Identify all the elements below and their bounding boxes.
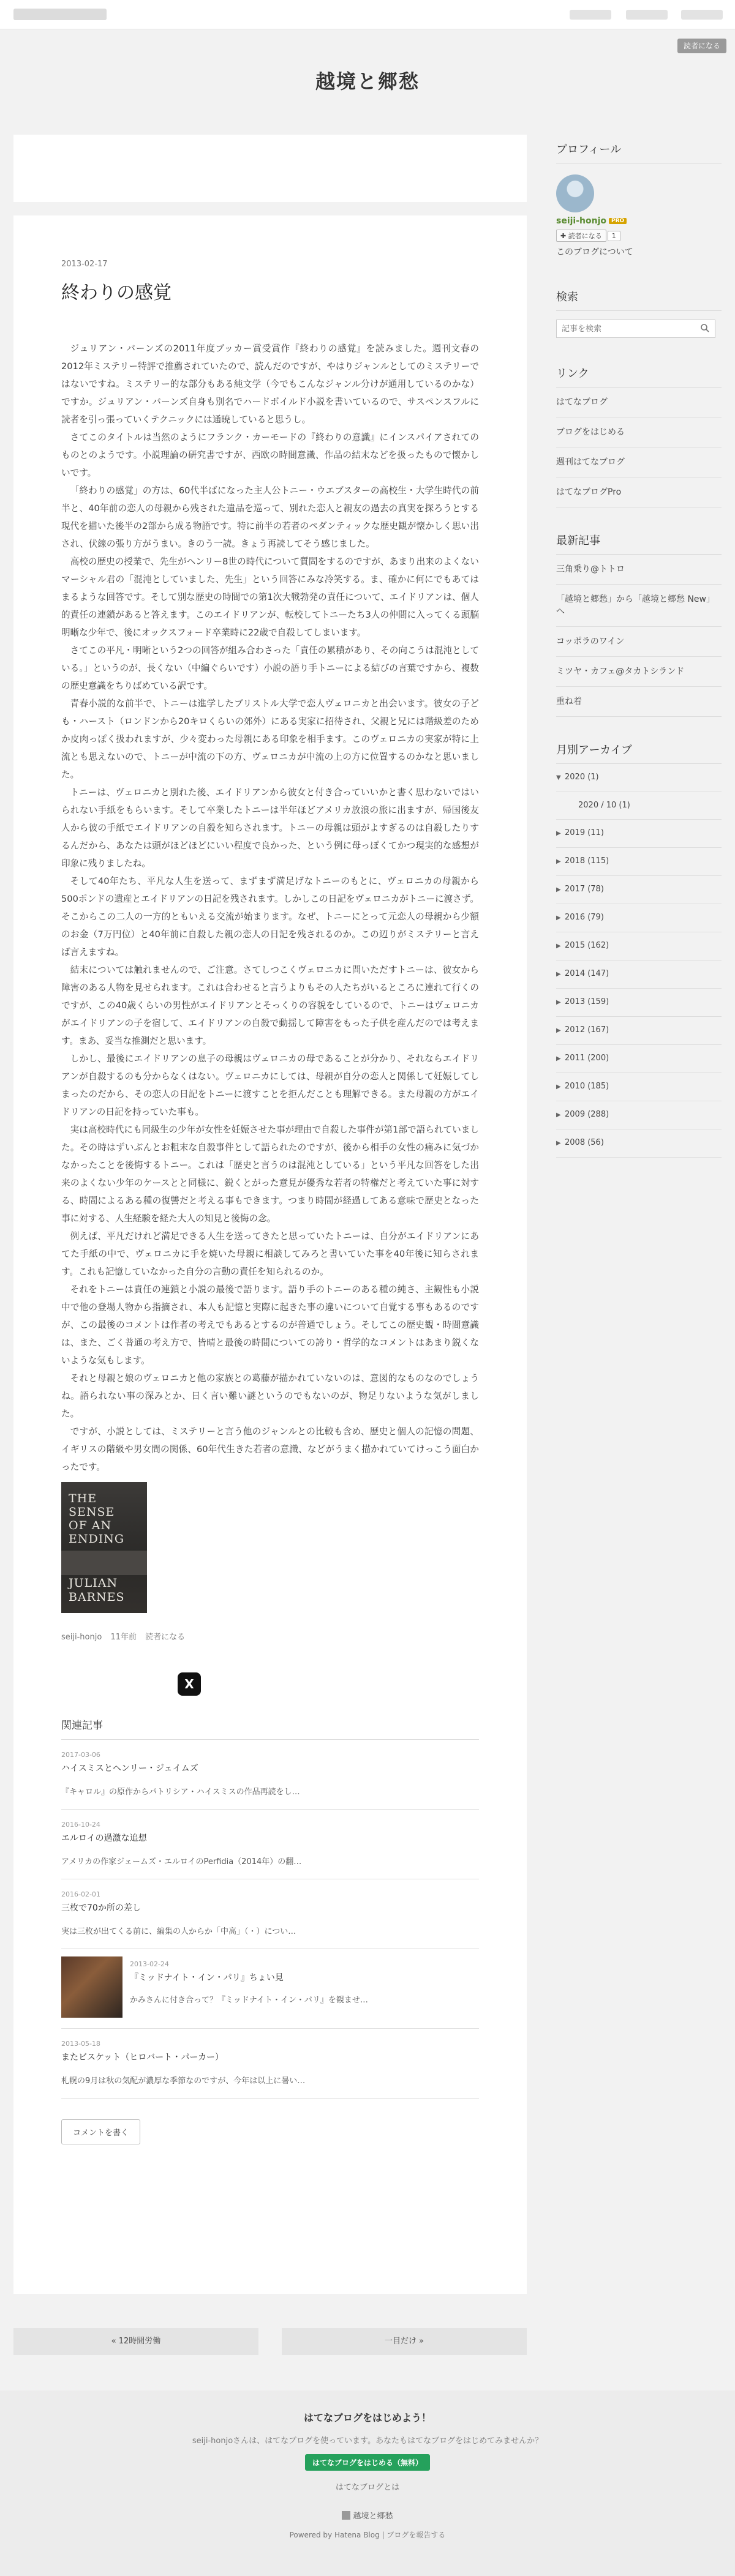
related-item[interactable] xyxy=(61,1879,479,1949)
archive-item[interactable] xyxy=(556,1073,722,1101)
archive-label[interactable]: 2015 (162) xyxy=(565,941,609,950)
recent-list xyxy=(556,555,722,717)
article-paragraph: そして40年たち、平凡な人生を送って、まずまず満足げなトニーのもとに、ヴェロニカの母親から500ポンドの遺産とエイドリアンの日記を残されます。しかしこの日記をヴェロニカがトニーに渡さず。そこからこの二人の一方的ともいえる交流が始まります。なぜ、トニーにとって元恋人の母親から少額のお金（7万円位）と40年前に自殺した親の恋人の日記を残されるのか。この辺りがミステリーと言えば言えますね。 xyxy=(61,876,479,957)
x-share-icon[interactable]: X xyxy=(178,1672,201,1696)
pro-badge: PRO xyxy=(609,218,627,224)
recent-title: 最新記事 xyxy=(556,532,722,555)
archive-label[interactable]: 2016 (79) xyxy=(565,913,604,922)
archive-item[interactable] xyxy=(556,1129,722,1158)
related-item[interactable] xyxy=(61,1740,479,1810)
related-item[interactable] xyxy=(61,1949,479,2029)
reader-link[interactable]: 読者になる xyxy=(145,1633,186,1642)
about-blog-link[interactable]: このブログについて xyxy=(556,247,633,257)
start-blog-button[interactable]: はてなブログをはじめる（無料） xyxy=(305,2454,430,2471)
archive-label[interactable]: 2019 (11) xyxy=(565,828,604,837)
footer-title: はてなブログをはじめよう！ xyxy=(303,2412,431,2424)
related-snippet: アメリカの作家ジェームズ・エルロイのPerfidia（2014年）の翻… xyxy=(61,1857,302,1866)
search-input[interactable] xyxy=(557,320,692,337)
recent-entry[interactable]: コッポラのワイン xyxy=(556,627,722,657)
chevron-right-icon[interactable]: ▶ xyxy=(556,830,561,837)
archive-item[interactable] xyxy=(556,904,722,932)
links-module xyxy=(556,365,722,507)
related-date: 2013-05-18 xyxy=(61,2040,100,2048)
next-entry-button[interactable]: 一目だけ » xyxy=(282,2328,527,2355)
blog-title[interactable]: 越境と郷愁 xyxy=(315,70,420,93)
search-module xyxy=(556,288,722,338)
chevron-down-icon[interactable]: ▼ xyxy=(556,774,561,781)
global-header xyxy=(0,0,735,29)
article-paragraph: それをトニーは責任の連鎖と小説の最後で語ります。語り手のトニーのある種の純さ、主観性も小説中で他の登場人物から指摘され、本人も記憶と実際に起きた事の違いについて自覚する事もあるのですが、この最後のコメントは作者の考えでもあるとするのが普通でしょう。そしてこの歴史観・時間意識は、また、ごく普通の考え方で、皆晴と最後の時間についての誇り・哲学的なコメントはあまり鋭くないような気もします。 xyxy=(61,1284,479,1366)
archive-item[interactable] xyxy=(556,876,722,904)
author-link[interactable]: seiji-honjo xyxy=(61,1633,102,1642)
article-paragraph: ですが、小説としては、ミステリーと言う他のジャンルとの比較も含め、歴史と個人の記憶の問題、イギリスの階級や男女間の関係、60年代生きた若者の意識、などがうまく描かれていてけっこう面白かったです。 xyxy=(61,1426,479,1472)
archive-label[interactable]: 2008 (56) xyxy=(565,1138,604,1147)
article-paragraph: 「終わりの感覚」の方は、60代半ばになった主人公トニー・ウエブスターの高校生・大学生時代の前半と、40年前の恋人の母親から残された遺品を巡って、別れた恋人と親友の過去の真実を探ろうとする現代を描いた後半の2部から成る物語です。特に前半の若者のペダンティックな歴史観が懐かしく思い出され、伏線の張り方がうまい。きのう一読。きょう再読してそう感じました。 xyxy=(61,485,479,549)
article-date[interactable]: 2013-02-17 xyxy=(61,260,108,269)
chevron-right-icon[interactable]: ▶ xyxy=(556,999,561,1006)
article-paragraph: 結末については触れませんので、ご注意。さてしつこくヴェロニカに問いただすトニーは、彼女から障害のある人物を見せられます。これは合わせると言うよりもその人たちがいるところに連れて行くのですが、この40歳くらいの男性がエイドリアンとそっくりの容貌をしているので、トニーはヴェロニカがエイドリアンの子を宿して、エイドリアンの自殺で動揺して障害をもった子供を産んだのでは考えます。まあ、妥当な推測だと思います。 xyxy=(61,965,479,1046)
chevron-right-icon[interactable]: ▶ xyxy=(556,886,561,893)
recent-entry[interactable]: 「越境と郷愁」から「越境と郷愁 New」へ xyxy=(556,585,722,627)
archive-label[interactable]: 2017 (78) xyxy=(565,885,604,894)
article-paragraph: ジュリアン・バーンズの2011年度ブッカー賞受賞作『終わりの感覚』を読みました。週刊文春の2012年ミステリー特評で推薦されていたので、読んだのですが、やはりジャンルとしてのミステリーではないですね。ミステリー的な部分もある純文学（今でもこんなジャンル分けが通用しているのかな）ですか。ジュリアン・バーンズ自身も別名でハードボイルド小説を書いているので、サスペンスフルに読者を引っ張っていくテクニックには通暁していると思うし。 xyxy=(61,343,479,425)
header-menu-item[interactable] xyxy=(681,10,723,20)
related-date: 2013-02-24 xyxy=(130,1960,169,1968)
related-date: 2016-02-01 xyxy=(61,1890,100,1898)
header-menu-item[interactable] xyxy=(570,10,611,20)
chevron-right-icon[interactable]: ▶ xyxy=(556,971,561,978)
article-paragraph: それと母親と娘のヴェロニカと他の家族との葛藤が描かれていないのは、意図的なものなのでしょうね。語られない事の深みとか、日く言い難い謎というのでもないのが、物足りないような気がしました。 xyxy=(61,1373,479,1419)
related-title[interactable]: エルロイの過激な追想 xyxy=(61,1833,147,1843)
article-paragraph: 例えば、平凡だけれど満足できる人生を送ってきたと思っていたトニーは、自分がエイドリアンにあてた手紙の中で、ヴェロニカに手を焼いた母親に相談してみろと書いていた事を40年後に知らされます。これも記憶していなかった自分の言動の責任を知られるのか。 xyxy=(61,1231,479,1277)
related-snippet: 札幌の9月は秋の気配が濃厚な季節なのですが、今年は以上に暑い… xyxy=(61,2076,306,2086)
blog-logo-icon xyxy=(342,2511,350,2520)
book-cover-title-line: THE xyxy=(69,1492,97,1505)
page-footer xyxy=(0,2391,735,2576)
related-item[interactable] xyxy=(61,1810,479,1879)
book-cover-band xyxy=(61,1551,147,1575)
search-title: 検索 xyxy=(556,288,722,311)
link-item[interactable]: 週刊はてなブログ xyxy=(556,447,722,477)
related-snippet: 実は三枚が出てくる前に、編集の人からか「中高」（・）につい… xyxy=(61,1927,296,1936)
link-item[interactable]: はてなブログ xyxy=(556,388,722,417)
related-snippet: 『キャロル』の原作からパトリシア・ハイスミスの作品再読をし… xyxy=(61,1788,300,1797)
related-title[interactable]: ハイスミスとヘンリー・ジェイムズ xyxy=(61,1764,198,1773)
pager xyxy=(13,2328,527,2355)
link-item[interactable]: ブログをはじめる xyxy=(556,417,722,447)
chevron-right-icon[interactable]: ▶ xyxy=(556,1084,561,1090)
related-snippet: かみさんに付き合って？『ミッドナイト・イン・パリ』を観ませ… xyxy=(130,1996,368,2005)
recent-entry[interactable]: 三角乗り@トトロ xyxy=(556,555,722,585)
profile-name[interactable] xyxy=(556,216,722,226)
archive-item[interactable] xyxy=(556,1101,722,1129)
archive-label[interactable]: 2009 (288) xyxy=(565,1110,609,1119)
archive-label[interactable]: 2020 (1) xyxy=(565,773,599,782)
links-title: リンク xyxy=(556,365,722,388)
post-age[interactable]: 11年前 xyxy=(110,1633,137,1642)
archive-label[interactable]: 2010 (185) xyxy=(565,1082,609,1091)
reader-button[interactable]: 読者になる xyxy=(677,39,726,53)
recent-entry[interactable]: 重ね着 xyxy=(556,687,722,717)
related-heading: 関連記事 xyxy=(61,1717,479,1740)
footer-text: seiji-honjoさんは、はてなブログを使っています。あなたもはてなブログをはじめてみませんか？ xyxy=(192,2436,543,2446)
footer-blog-name[interactable]: 越境と郷愁 xyxy=(353,2512,393,2521)
archive-label[interactable]: 2012 (167) xyxy=(565,1025,609,1035)
profile-reader-label: 読者になる xyxy=(568,232,602,240)
link-item[interactable]: はてなブログPro xyxy=(556,477,722,507)
archive-item[interactable] xyxy=(556,932,722,960)
related-thumbnail[interactable] xyxy=(61,1956,123,2018)
archive-item[interactable] xyxy=(556,1045,722,1073)
archive-list xyxy=(556,764,722,1158)
archive-label[interactable]: 2018 (115) xyxy=(565,856,609,866)
archive-item[interactable] xyxy=(556,960,722,989)
hatena-logo[interactable] xyxy=(13,9,107,20)
chevron-right-icon[interactable]: ▶ xyxy=(556,943,561,949)
archive-item[interactable] xyxy=(556,848,722,876)
related-date: 2016-10-24 xyxy=(61,1821,100,1829)
footer-blog-logo[interactable] xyxy=(0,2509,735,2521)
book-cover-author xyxy=(69,1576,125,1604)
article-paragraph: 高校の歴史の授業で、先生がヘンリー8世の時代について質問をするのですが、あまり出来のよくないマーシャル君の「混沌としていました、先生」という回答にみな冷笑する。ま、確かに何にでもあてはまるような回答です。そして別な歴史の時間での第1次大戦勃発の責任について、エイドリアンは、個人的責任の連鎖があると答えます。このエイドリアンが、転校してトニーたち3人の仲間に入ってくる頭脳明晰な少年で、後にオックスフォード卒業時に22歳で自殺してしまいます。 xyxy=(61,556,479,638)
article-paragraph: 実は高校時代にも同級生の少年が女性を妊娠させた事が理由で自殺した事件が第1部で語られていました。その時はずいぶんとお粗末な自殺事件として語られたのですが、後から相手の女性の痛みに気づかなかったことを後悔するトニー。これは「歴史と言うのは混沌としている」という平凡な回答をした出来のよくない少年のケースとと同様に、鋭くとがった意見が優秀な若者の特権だと考えていた事に対する、時間によるある種の復讐だと考える事もできます。つまり時間が経過してある意味で歴史となった事に対する、人生経験を経た大人の知見と後悔の念。 xyxy=(61,1125,479,1224)
archive-label[interactable]: 2011 (200) xyxy=(565,1054,609,1063)
article-paragraph: 青春小説的な前半で、トニーは進学したブリストル大学で恋人ヴェロニカと出会います。彼女の子ども・ハースト（ロンドンから20キロくらいの郊外）にある実家に招待され、父親と兄には階級差のためか皮肉っぽく扱われますが、少々変わった母親にある印象を相手ます。このヴェロニカの実家が特に上流とも思えないので、トニーが中流の下の方、ヴェロニカが中流の上の方に位置するのかなと思いました。 xyxy=(61,698,479,780)
links-list xyxy=(556,388,722,507)
article-paragraph: さてこの平凡・明晰という2つの回答が組み合わさった「責任の累積があり、その向こうは混沌としている。」というのが、長くない（中編ぐらいです）小説の語り手トニーによる結びの言葉ですから、複数の歴史意識をちりばめている訳です。 xyxy=(61,645,479,691)
profile-reader-button[interactable]: ✚ 読者になる xyxy=(556,230,606,242)
powered-by[interactable]: Powered by Hatena Blog | ブログを報告する xyxy=(289,2531,446,2539)
chevron-right-icon[interactable]: ▶ xyxy=(556,858,561,865)
profile-title: プロフィール xyxy=(556,141,722,163)
archive-item[interactable] xyxy=(556,792,722,820)
article-paragraph: トニーは、ヴェロニカと別れた後、エイドリアンから彼女と付き合っていいかと書く思わないではいられない手紙をもらいます。そして卒業したトニーは半年ほどアメリカ放浪の旅に出ますが、帰国後友人から彼の手紙でエイドリアンの自殺を知らされます。トニーの母親は頭がよすぎるのは自殺したりするんだから、あなたは頭がほどほどにいい程度で良かった、という例に母っぽくてかつ現実的な感想が印象に残りましたね。 xyxy=(61,787,479,869)
ad-space xyxy=(13,135,527,202)
book-cover-title-line: ENDING xyxy=(69,1532,125,1546)
sidebar xyxy=(556,141,722,1158)
recent-module xyxy=(556,532,722,717)
archive-item[interactable] xyxy=(556,820,722,848)
related-title[interactable]: またビスケット（ヒロバート・パーカー） xyxy=(61,2053,224,2062)
archive-label[interactable]: 2020 / 10 (1) xyxy=(578,801,630,810)
profile-name-text[interactable]: seiji-honjo xyxy=(556,216,607,226)
header-menu-item[interactable] xyxy=(626,10,668,20)
main-column xyxy=(13,135,527,2294)
related-item[interactable] xyxy=(61,2029,479,2099)
archive-label[interactable]: 2014 (147) xyxy=(565,969,609,978)
chevron-right-icon[interactable]: ▶ xyxy=(556,1112,561,1118)
article xyxy=(13,215,527,2294)
article-paragraph: さてこのタイトルは当然のようにフランク・カーモードの『終わりの意識』にインスパイアされてのものとのようです。小説理論の研究書ですが、西欧の時間意識、作品の結末などを扱ったもので懐かしいです。 xyxy=(61,432,479,478)
chevron-right-icon[interactable]: ▶ xyxy=(556,1140,561,1147)
comment-button[interactable]: コメントを書く xyxy=(61,2119,140,2144)
search-box xyxy=(556,320,715,338)
book-cover-title-line: OF AN xyxy=(69,1519,112,1532)
archive-item[interactable] xyxy=(556,1017,722,1045)
article-body xyxy=(61,340,479,1476)
book-cover-title-line: SENSE xyxy=(69,1505,115,1519)
archive-label[interactable]: 2013 (159) xyxy=(565,997,609,1006)
related-title[interactable]: 三枚で70か所の差し xyxy=(61,1903,141,1913)
recent-entry[interactable]: ミツヤ・カフェ@タカトシランド xyxy=(556,657,722,687)
related-title[interactable]: 『ミッドナイト・イン・パリ』ちょい見 xyxy=(130,1973,284,1983)
chevron-right-icon[interactable]: ▶ xyxy=(556,1055,561,1062)
archive-item[interactable] xyxy=(556,764,722,792)
avatar[interactable] xyxy=(556,174,594,212)
search-icon[interactable] xyxy=(700,323,710,333)
archive-item[interactable] xyxy=(556,989,722,1017)
chevron-right-icon[interactable]: ▶ xyxy=(556,1027,561,1034)
archive-title: 月別アーカイブ xyxy=(556,741,722,764)
article-paragraph: しかし、最後にエイドリアンの息子の母親はヴェロニカの母であることが分かり、それならエイドリアンが自殺するのも分からなくはない。ヴェロニカにしては、母親が自分の恋人と関係して妊娠してしまったのだから、その恋人の日記をトニーに渡すことを拒んだことも理解できる。また母親の方がエイドリアンの日記を持っていた事も。 xyxy=(61,1054,479,1117)
article-title[interactable]: 終わりの感覚 xyxy=(61,282,172,304)
book-cover-author-last: BARNES xyxy=(69,1590,125,1604)
related-list xyxy=(61,1740,479,2099)
profile-reader-row xyxy=(556,230,722,242)
article-footer xyxy=(61,1630,479,1642)
about-hatena-link[interactable]: はてなブログとは xyxy=(335,2483,400,2492)
book-cover-image[interactable] xyxy=(61,1482,147,1613)
prev-entry-button[interactable]: « 12時間労働 xyxy=(13,2328,258,2355)
archive-module xyxy=(556,741,722,1158)
reader-count: 1 xyxy=(608,231,620,241)
chevron-right-icon[interactable]: ▶ xyxy=(556,915,561,921)
profile-module xyxy=(556,141,722,258)
book-cover-author-first: JULIAN xyxy=(69,1576,118,1590)
related-date: 2017-03-06 xyxy=(61,1751,100,1759)
